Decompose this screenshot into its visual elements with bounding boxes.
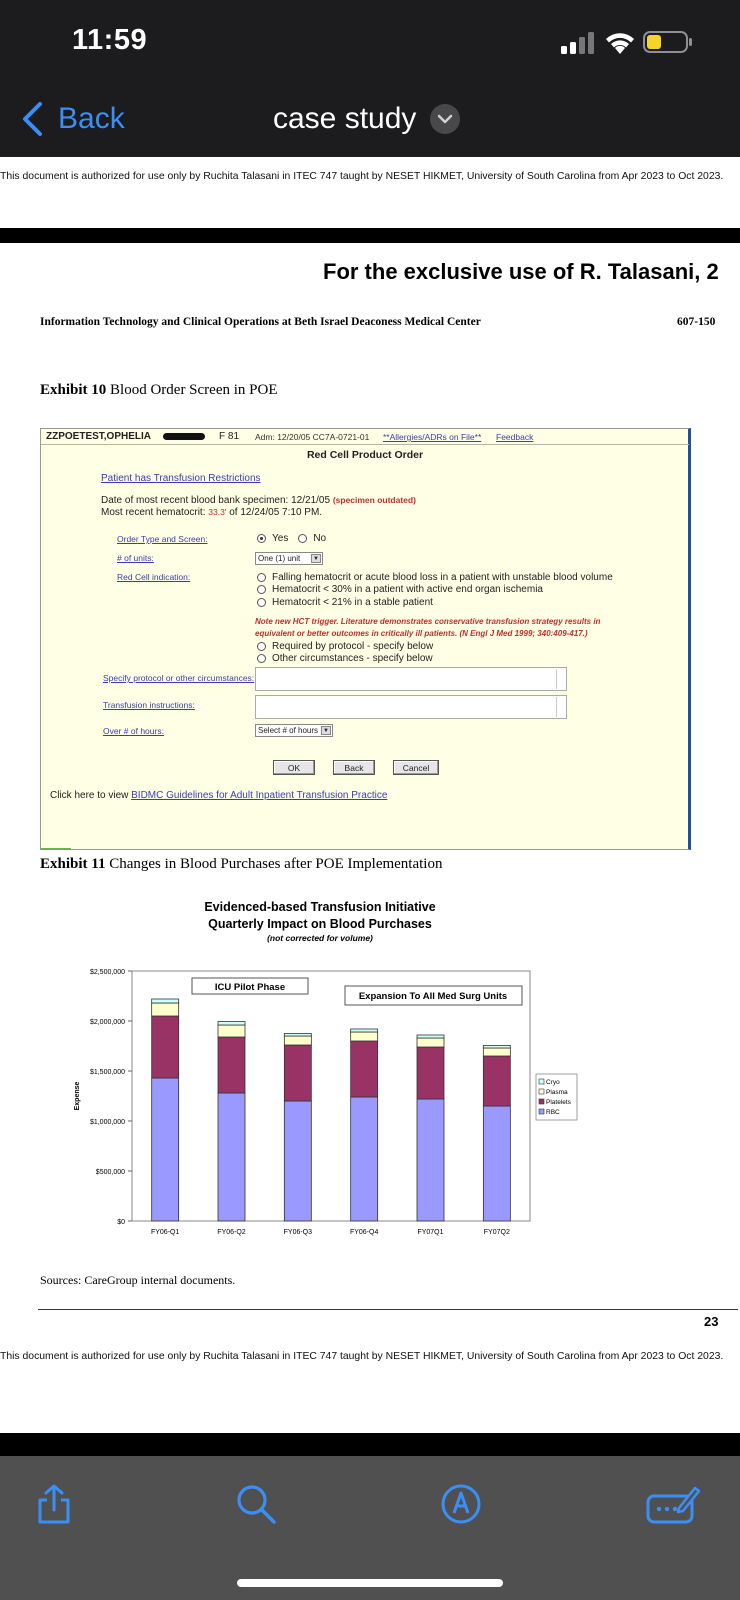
chart-note: (not corrected for volume): [267, 933, 373, 943]
progress-line: [41, 848, 71, 850]
order-no-radio[interactable]: [298, 534, 307, 543]
legend-swatch-plasma: [539, 1089, 544, 1094]
indication-option[interactable]: [257, 653, 433, 664]
legend-label: Plasma: [546, 1089, 568, 1096]
bar-segment-cryo: [152, 999, 179, 1003]
navigation-bar: [0, 85, 740, 157]
indication-radio[interactable]: [257, 573, 266, 582]
y-tick-label: $2,000,000: [89, 1019, 125, 1026]
specify-protocol-input[interactable]: [255, 667, 567, 691]
bar-segment-cryo: [218, 1022, 245, 1026]
nav-title-group[interactable]: [273, 99, 460, 139]
chart-svg: [70, 898, 670, 1248]
order-type-options: [257, 533, 326, 544]
bar-segment-rbc: [218, 1093, 245, 1221]
bar-segment-plasma: [351, 1032, 378, 1041]
dropdown-arrow-icon: ▼: [321, 726, 331, 735]
poe-blood-order-screen: [40, 428, 691, 850]
legend-swatch-platelets: [539, 1099, 544, 1104]
back-button[interactable]: [20, 99, 125, 139]
bottom-toolbar: [0, 1456, 740, 1600]
y-tick-label: $500,000: [95, 1169, 125, 1176]
blood-purchases-chart: [70, 898, 670, 1248]
wifi-icon: [605, 30, 635, 54]
textarea-scrollbar[interactable]: [556, 697, 565, 717]
y-axis-label: Expense: [74, 1081, 81, 1111]
exhibit-11-caption: Changes in Blood Purchases after POE Implementation: [105, 856, 443, 872]
y-tick-label: $1,500,000: [89, 1069, 125, 1076]
bar-segment-cryo: [351, 1029, 378, 1032]
hours-select-value: Select # of hours: [258, 726, 319, 735]
exhibit-10-label: Exhibit 10: [40, 382, 107, 398]
indication-option[interactable]: [257, 597, 433, 608]
bar-segment-plasma: [152, 1003, 179, 1016]
bar-segment-rbc: [351, 1097, 378, 1221]
transfusion-restrictions-link[interactable]: Patient has Transfusion Restrictions: [101, 473, 261, 484]
status-time: 11:59: [72, 24, 148, 56]
footer-divider: [38, 1309, 738, 1310]
battery-icon: [643, 31, 693, 53]
hematocrit-value: 33.3': [208, 507, 227, 517]
bar-segment-platelets: [351, 1041, 378, 1097]
red-cell-indication-label: Red Cell indication:: [117, 572, 191, 582]
specimen-info: [101, 495, 416, 506]
specify-protocol-label: Specify protocol or other circumstances:: [103, 673, 255, 683]
exhibit-10-caption: Blood Order Screen in POE: [106, 382, 278, 398]
indication-radio[interactable]: [257, 585, 266, 594]
bar-segment-platelets: [218, 1037, 245, 1093]
indication-label: Hematocrit < 21% in a stable patient: [272, 597, 433, 608]
bar-segment-platelets: [284, 1045, 311, 1101]
indication-radio[interactable]: [257, 642, 266, 651]
poe-patient-bar: [41, 429, 689, 445]
status-bar: [0, 0, 740, 85]
page-header-title: Information Technology and Clinical Operations at Beth Israel Deaconess Medical Center: [40, 316, 481, 328]
legend-swatch-cryo: [539, 1079, 544, 1084]
exhibit-11-label: Exhibit 11: [40, 856, 106, 872]
dropdown-arrow-icon: ▼: [311, 554, 321, 563]
x-tick-label: FY06-Q4: [349, 1229, 379, 1236]
authorization-notice: This document is authorized for use only by Ruchita Talasani in ITEC 747 taught by NESET HIKMET, University of South Carolina from Apr 2023 to Oct 2023.: [0, 171, 724, 182]
document-page: [0, 243, 740, 1433]
bar-segment-plasma: [483, 1048, 510, 1056]
chevron-left-icon: [20, 101, 44, 137]
specimen-date: Date of most recent blood bank specimen: 12/21/05: [101, 495, 331, 506]
bar-segment-rbc: [152, 1078, 179, 1221]
bar-segment-rbc: [284, 1101, 311, 1221]
page-number: 23: [704, 1314, 719, 1329]
bar-segment-platelets: [417, 1047, 444, 1099]
cancel-button[interactable]: Cancel: [393, 760, 439, 775]
guidelines-row: [50, 790, 387, 801]
bar-segment-rbc: [483, 1106, 510, 1221]
order-yes-radio[interactable]: [257, 534, 266, 543]
y-tick-label: $2,500,000: [89, 969, 125, 976]
bar-segment-platelets: [483, 1056, 510, 1106]
order-no-label: No: [313, 533, 327, 544]
share-icon[interactable]: [32, 1482, 76, 1526]
poe-admission: Adm: 12/20/05 CC7A-0721-01: [255, 432, 370, 442]
x-tick-label: FY07Q2: [483, 1229, 510, 1236]
exhibit-11-title: [40, 856, 442, 873]
cellular-signal-icon: [561, 32, 595, 54]
bar-segment-cryo: [483, 1046, 510, 1049]
allergies-link[interactable]: **Allergies/ADRs on File**: [383, 432, 482, 442]
textarea-scrollbar[interactable]: [556, 669, 565, 689]
redaction-mark: [163, 433, 205, 440]
document-title: case study: [273, 102, 417, 135]
units-select[interactable]: [255, 552, 323, 565]
bar-segment-cryo: [417, 1035, 444, 1038]
hematocrit-info: [101, 507, 322, 518]
bar-segment-plasma: [284, 1036, 311, 1045]
page-header-number: 607-150: [677, 316, 716, 328]
transfusion-instructions-input[interactable]: [255, 695, 567, 719]
legend-label: Cryo: [546, 1079, 560, 1086]
y-tick-label: $1,000,000: [89, 1119, 125, 1126]
indication-label: Other circumstances - specify below: [272, 653, 433, 664]
indication-label: Hematocrit < 30% in a patient with active end organ ischemia: [272, 584, 543, 595]
hematocrit-prefix: Most recent hematocrit:: [101, 507, 209, 518]
x-tick-label: FY06-Q1: [150, 1229, 180, 1236]
x-tick-label: FY07Q1: [417, 1229, 444, 1236]
bar-segment-rbc: [417, 1099, 444, 1221]
note-line: equivalent or better outcomes in critically ill patients. (N Engl J Med 1999; 340:409-417.): [255, 629, 588, 638]
bar-segment-cryo: [284, 1034, 311, 1037]
hct-trigger-note: [255, 616, 600, 640]
indication-option[interactable]: [257, 572, 613, 583]
order-type-label: Order Type and Screen:: [117, 534, 208, 544]
chart-subtitle: Quarterly Impact on Blood Purchases: [208, 917, 432, 931]
document-page-previous: [0, 157, 740, 228]
back-label: Back: [58, 102, 125, 135]
order-yes-label: Yes: [272, 533, 289, 544]
bar-segment-plasma: [417, 1038, 444, 1047]
transfusion-instructions-label: Transfusion instructions:: [103, 700, 195, 710]
markup-icon[interactable]: [439, 1482, 483, 1526]
poe-sex-age: F 81: [219, 431, 240, 442]
title-menu-button[interactable]: [430, 104, 460, 134]
home-indicator[interactable]: [237, 1579, 503, 1587]
bar-segment-plasma: [218, 1025, 245, 1037]
hematocrit-suffix: of 12/24/05 7:10 PM.: [226, 507, 323, 518]
chart-title: Evidenced-based Transfusion Initiative: [204, 900, 436, 914]
ok-button[interactable]: OK: [273, 760, 315, 775]
feedback-link[interactable]: Feedback: [496, 432, 534, 442]
legend-label: RBC: [546, 1109, 560, 1116]
poe-back-button[interactable]: Back: [333, 760, 375, 775]
indication-radio[interactable]: [257, 598, 266, 607]
specimen-flag: (specimen outdated): [332, 495, 416, 505]
indication-radio[interactable]: [257, 654, 266, 663]
chevron-down-icon: [437, 114, 453, 124]
indication-label: Falling hematocrit or acute blood loss in a patient with unstable blood volume: [272, 572, 613, 583]
units-select-value: One (1) unit: [258, 554, 301, 563]
poe-patient-name: ZZPOETEST,OPHELIA: [46, 431, 152, 442]
guidelines-prefix: Click here to view: [50, 790, 132, 801]
y-tick-label: $0: [117, 1219, 125, 1226]
search-icon[interactable]: [234, 1482, 278, 1526]
annotation-expansion: Expansion To All Med Surg Units: [358, 991, 508, 1002]
units-label: # of units:: [117, 553, 154, 563]
annotation-icu-pilot: ICU Pilot Phase: [214, 982, 286, 993]
x-tick-label: FY06-Q2: [217, 1229, 246, 1236]
hours-label: Over # of hours:: [103, 726, 164, 736]
legend-label: Platelets: [546, 1099, 571, 1106]
exhibit-10-title: [40, 382, 278, 399]
legend-swatch-rbc: [539, 1109, 544, 1114]
guidelines-link[interactable]: BIDMC Guidelines for Adult Inpatient Transfusion Practice: [131, 790, 388, 801]
indication-option[interactable]: [257, 584, 543, 595]
poe-heading: Red Cell Product Order: [306, 449, 424, 461]
exclusive-use-banner: For the exclusive use of R. Talasani, 2: [323, 259, 719, 284]
x-tick-label: FY06-Q3: [283, 1229, 313, 1236]
note-line: Note new HCT trigger. Literature demonstrates conservative transfusion strategy results in: [255, 617, 601, 626]
hours-select[interactable]: [255, 724, 333, 737]
indication-option[interactable]: [257, 641, 433, 652]
authorization-notice: This document is authorized for use only by Ruchita Talasani in ITEC 747 taught by NESET HIKMET, University of South Carolina from Apr 2023 to Oct 2023.: [0, 1351, 724, 1362]
indication-label: Required by protocol - specify below: [272, 641, 434, 652]
bar-segment-platelets: [152, 1016, 179, 1078]
plot-area: [132, 971, 530, 1221]
sources-note: Sources: CareGroup internal documents.: [40, 1273, 236, 1287]
annotate-icon[interactable]: [645, 1482, 701, 1526]
